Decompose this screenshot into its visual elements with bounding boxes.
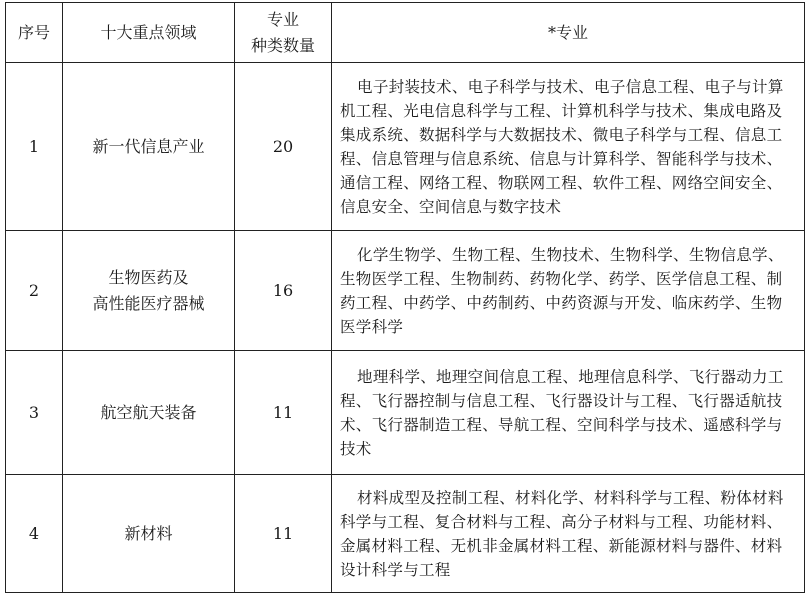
row-count: 11 bbox=[235, 351, 332, 475]
row-majors-text: 地理科学、地理空间信息工程、地理信息科学、飞行器动力工程、飞行器控制与信息工程、飞行器设计与工程、飞行器适航技术、飞行器制造工程、导航工程、空间科学与技术、遥感科学与技术 bbox=[340, 367, 784, 458]
row-field bbox=[63, 231, 235, 351]
header-count-line1: 专业 bbox=[266, 9, 299, 29]
row-majors-text: 化学生物学、生物工程、生物技术、生物科学、生物信息学、生物医学工程、生物制药、药物化学、药学、医学信息工程、制药工程、中药学、中药制药、中药资源与开发、临床药学、生物医学科学 bbox=[340, 245, 784, 336]
header-field: 十大重点领域 bbox=[63, 3, 235, 63]
table-header-row bbox=[6, 3, 805, 63]
row-field bbox=[63, 351, 235, 475]
row-field bbox=[63, 63, 235, 231]
header-count-line2: 种类数量 bbox=[250, 35, 315, 55]
row-index: 2 bbox=[6, 231, 63, 351]
table-row bbox=[6, 351, 805, 475]
row-majors bbox=[332, 63, 805, 231]
table-row bbox=[6, 475, 805, 593]
row-count: 11 bbox=[235, 475, 332, 593]
row-majors bbox=[332, 231, 805, 351]
row-count: 20 bbox=[235, 63, 332, 231]
row-field-line1: 新材料 bbox=[124, 523, 173, 543]
row-majors-text: 电子封装技术、电子科学与技术、电子信息工程、电子与计算机工程、光电信息科学与工程、计算机科学与技术、集成电路及集成系统、数据科学与大数据技术、微电子科学与工程、信息工程、信息管理与信息系统、信息与计算科学、智能科学与技术、通信工程、网络工程、物联网工程、软件工程、网络空间安全、信息安全、空间信息与数字技术 bbox=[340, 77, 784, 216]
header-count bbox=[235, 3, 332, 63]
row-field-line1: 航空航天装备 bbox=[100, 402, 197, 422]
header-majors: *专业 bbox=[332, 3, 805, 63]
majors-table bbox=[5, 2, 805, 593]
row-majors bbox=[332, 475, 805, 593]
row-index: 3 bbox=[6, 351, 63, 475]
row-field-line2: 高性能医疗器械 bbox=[92, 293, 205, 313]
row-field-line1: 新一代信息产业 bbox=[92, 136, 205, 156]
table-row bbox=[6, 63, 805, 231]
row-field bbox=[63, 475, 235, 593]
table-row bbox=[6, 231, 805, 351]
row-index: 4 bbox=[6, 475, 63, 593]
row-majors bbox=[332, 351, 805, 475]
row-count: 16 bbox=[235, 231, 332, 351]
row-majors-text: 材料成型及控制工程、材料化学、材料科学与工程、粉体材料科学与工程、复合材料与工程、高分子材料与工程、功能材料、金属材料工程、无机非金属材料工程、新能源材料与器件、材料设计科学与工程 bbox=[340, 488, 784, 579]
row-index: 1 bbox=[6, 63, 63, 231]
row-field-line1: 生物医药及 bbox=[108, 267, 189, 287]
header-index: 序号 bbox=[6, 3, 63, 63]
